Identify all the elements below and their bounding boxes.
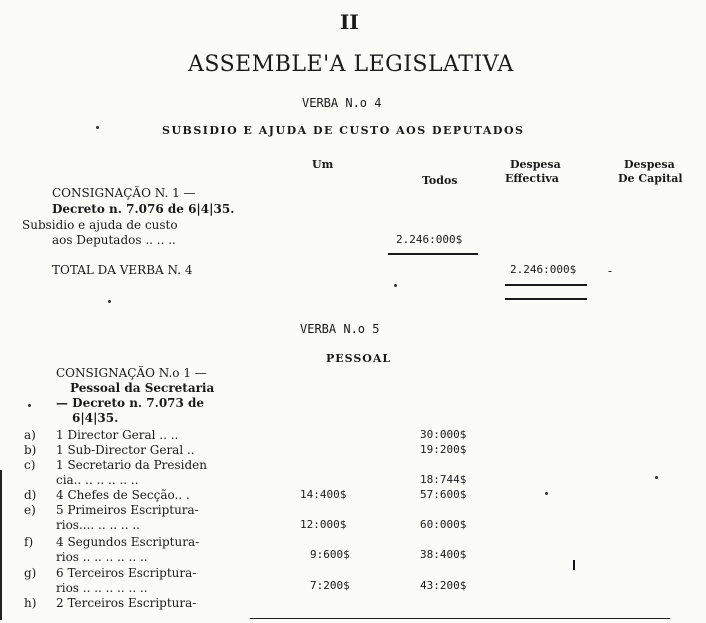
verba4-decreto: Decreto n. 7.076 de 6|4|35.	[52, 202, 235, 216]
row-c-letter: c)	[24, 458, 36, 472]
page-title: ASSEMBLE'A LEGISLATIVA	[188, 52, 514, 77]
verba4-item-value: 2.246:000$	[396, 233, 463, 246]
verba5-subtitle: PESSOAL	[326, 352, 392, 365]
col-header-despesa-effectiva-2: Effectiva	[505, 172, 559, 185]
row-a-letter: a)	[24, 428, 36, 442]
verba5-consig-line4: 6|4|35.	[72, 411, 119, 425]
col-header-despesa-effectiva-1: Despesa	[510, 158, 561, 171]
row-b-todos: 19:200$	[420, 443, 467, 456]
col-header-todos: Todos	[422, 174, 458, 187]
row-e-um: 12:000$	[300, 518, 347, 531]
row-f-letter: f)	[24, 535, 34, 549]
page-edge	[0, 470, 2, 620]
row-a-todos: 30:000$	[420, 428, 467, 441]
row-f-todos: 38:400$	[420, 548, 467, 561]
print-speck	[96, 126, 99, 129]
row-c-desc-1: 1 Secretario da Presiden	[56, 458, 207, 472]
dash-mark: -	[608, 264, 613, 278]
row-e-desc-1: 5 Primeiros Escriptura-	[56, 503, 199, 517]
print-speck	[394, 284, 397, 287]
row-h-desc: 2 Terceiros Escriptura-	[56, 596, 197, 610]
row-g-desc-2: rios .. .. .. .. .. ..	[56, 581, 148, 595]
print-speck	[108, 300, 111, 303]
row-f-um: 9:600$	[310, 548, 350, 561]
row-e-letter: e)	[24, 503, 36, 517]
row-d-letter: d)	[24, 488, 37, 502]
verba4-total-value: 2.246:000$	[510, 263, 577, 276]
row-d-todos: 57:600$	[420, 488, 467, 501]
verba4-total-underline-1	[505, 284, 587, 286]
col-header-despesa-capital-2: De Capital	[618, 172, 683, 185]
print-speck	[573, 560, 575, 570]
row-h-letter: h)	[24, 596, 37, 610]
verba4-item-underline	[388, 253, 478, 255]
verba5-consig-line2: Pessoal da Secretaria	[70, 381, 215, 395]
row-c-desc-2: cia.. .. .. .. .. ..	[56, 473, 139, 487]
row-g-todos: 43:200$	[420, 579, 467, 592]
row-a-desc: 1 Director Geral .. ..	[56, 428, 179, 442]
print-speck	[28, 404, 31, 407]
col-header-despesa-capital-1: Despesa	[624, 158, 675, 171]
row-g-desc-1: 6 Terceiros Escriptura-	[56, 566, 197, 580]
verba4-item-line2: aos Deputados .. .. ..	[52, 233, 176, 247]
row-b-desc: 1 Sub-Director Geral ..	[56, 443, 195, 457]
row-g-um: 7:200$	[310, 579, 350, 592]
row-d-desc: 4 Chefes de Secção.. .	[56, 488, 190, 502]
bottom-rule	[250, 618, 670, 619]
page-number: II	[340, 10, 359, 34]
verba4-total-label: TOTAL DA VERBA N. 4	[52, 263, 193, 277]
verba4-item-line1: Subsidio e ajuda de custo	[22, 218, 178, 232]
print-speck	[545, 492, 548, 495]
verba4-subtitle: SUBSIDIO E AJUDA DE CUSTO AOS DEPUTADOS	[162, 124, 525, 137]
row-e-desc-2: rios.... .. .. .. ..	[56, 518, 140, 532]
row-d-um: 14:400$	[300, 488, 347, 501]
col-header-um: Um	[312, 158, 334, 171]
row-b-letter: b)	[24, 443, 37, 457]
row-f-desc-1: 4 Segundos Escriptura-	[56, 535, 200, 549]
verba4-consignacao-title: CONSIGNAÇÃO N. 1 —	[52, 186, 196, 200]
verba5-heading: VERBA N.o 5	[300, 322, 380, 336]
print-speck	[655, 476, 658, 479]
row-f-desc-2: rios .. .. .. .. .. ..	[56, 550, 148, 564]
row-c-todos: 18:744$	[420, 473, 467, 486]
verba4-total-underline-2	[505, 298, 587, 300]
verba4-heading: VERBA N.o 4	[302, 96, 382, 110]
verba5-consig-line3: — Decreto n. 7.073 de	[56, 396, 205, 410]
row-g-letter: g)	[24, 566, 37, 580]
row-e-todos: 60:000$	[420, 518, 467, 531]
verba5-consignacao-title: CONSIGNAÇÃO N.o 1 —	[56, 366, 207, 380]
